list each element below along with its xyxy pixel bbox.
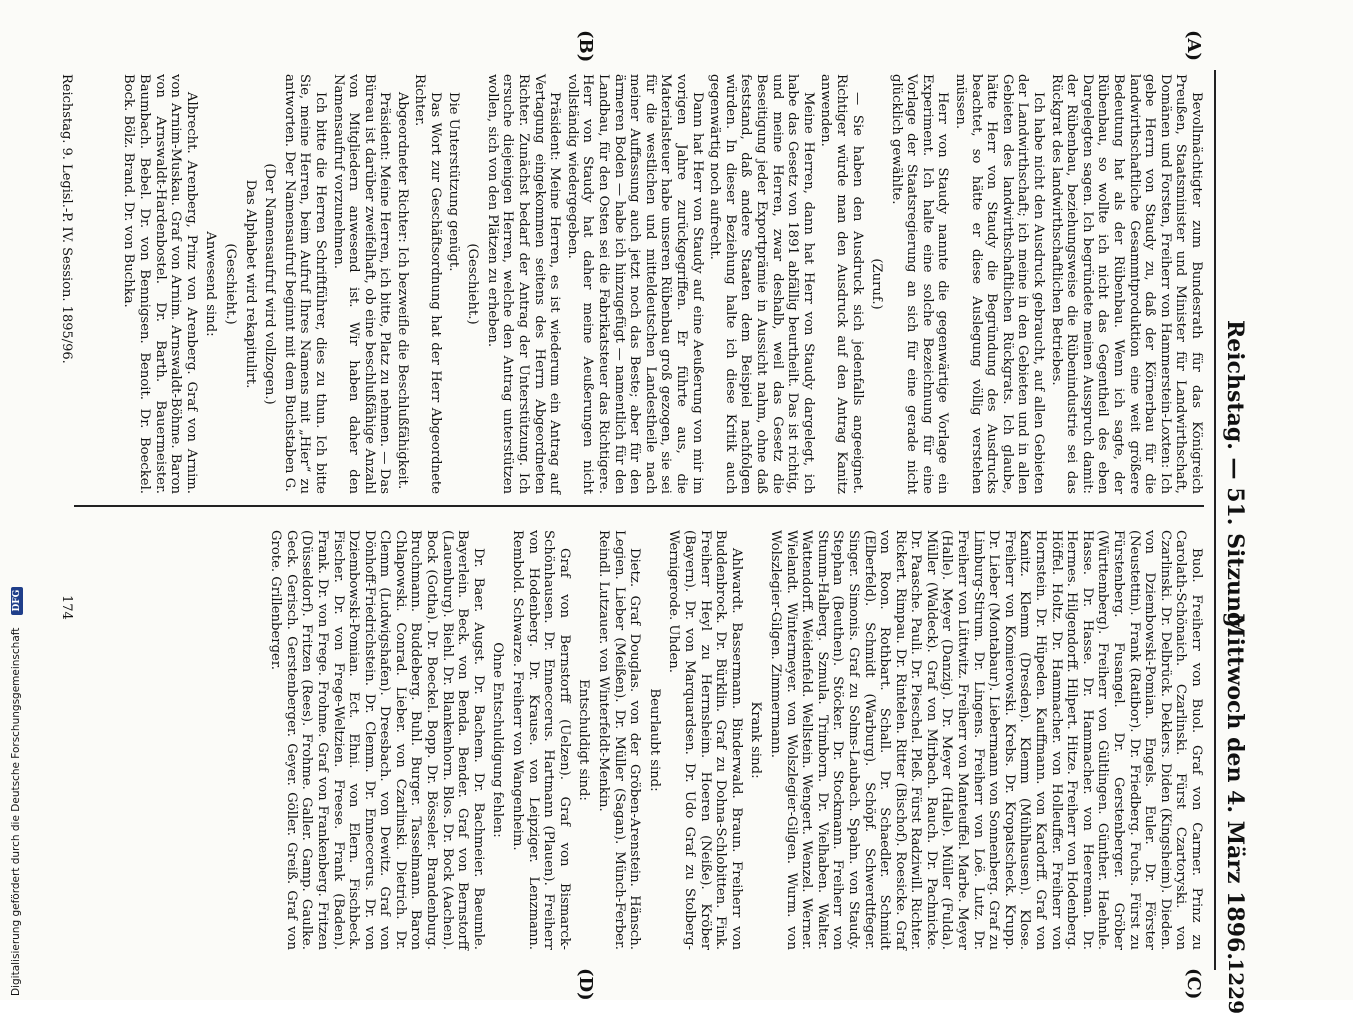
paragraph-interjection: (Zuruf.) [869,258,885,310]
name-list: Buol. Freiherr von Buol. Graf von Carmer. Prinz zu Carolath-Schönaich. Czarlinski. Fürst Czartoryski. von Czarlinski. Dr. Delbrück. Deklers. Diden (Kingsheim). Dieden. von Dziembowski-Pomian. Engels. Euler. Dr. Förster (Neustettin). Frank (Ratibor). Dr. Friedberg. Fuchs. Fürst zu Fürstenberg. Fusangel. Dr. Gerstenberger. Gröber (Württemberg). Freiherr von Gültlingen. Günther. Haehnle. Hasse. Dr. Hasse. Dr. Hammacher. von Heereman. Dr. Hermes. Hilgendorff. Hilpert. Hitze. Freiherr von Hodenberg. Höffel. Holtz. Dr. Hammacher. von Holleuffer. Freiherr von Hornstein. Dr. Hüpeden. Kauffmann. von Kardorff. Graf von Kanitz. Klemm (Dresden). Klemm (Mühlhausen). Klose. Freiherr von Komierowski. Krebs. Dr. Kropatscheck. Krupp. Dr. Lieber (Montabaur). Liebermann von Sonnenberg. Graf zu Limburg-Stirum. Dr. Lingens. Freiherr von Loë. Lutz. Dr. Freiherr von Lüttwitz. Freiherr von Manteuffel. Marbe. Meyer (Halle). Meyer (Danzig). Dr. Meyer (Halle). Müller (Fulda). Müller (Waldeck). Graf von Mirbach. Rauch. Dr. Pachnicke. Dr. Paasche. Pauli. Dr. Pieschel. Pleß. Fürst Radziwill. Richter. Rickert. Rimpau. Dr. Rintelen. Ritter (Bischof). Roesicke. Graf von Roon. Rothbart. Schall. Dr. Schaedler. Schmidt (Elberfeld). Schmidt (Warburg). Schöpf. Schwerdtfeger. Singer. Simonis. Graf zu Solms-Laubach. Spahn. von Staudy. Stephan (Beuthen). Stöcker. Dr. Stockmann. Freiherr von Stumm-Halberg. Szmula. Trimborn. Dr. Vielhaben. Walter. Wattendorff. Weidenfeld. Wellstein. Wengert. Wenzel. Werner. Wielandt. Wintermeyer. von Wolszlegier-Gilgen. Wurm. von Wolszlegier-Gilgen. Zimmermann. [767,530,1204,950]
name-list: Dr. Baer. Augst. Dr. Bachem. Dr. Bachmeier. Baeumle. Bayerlein. Beck. von Benda. Bender. Graf von Bernstorff (Lauenburg). Biehl. Dr. Blankenhorn. Blos. Dr. Bock (Aachen). Bock (Gotha). Dr. Boeckel. Bopp. Dr. Bösseler. Brandenburg. Bruchmann. Buddeberg. Buhl. Burger. Tasselmann. Baron Chlapowski. Conrad. Lieber. von Czarlinski. Dietrich. Dr. Clemm (Ludwigshafen). Dreesbach. von Dewitz. Graf von Dönhoff-Friedrichstein. Dr. Clemm. Dr. Enneccerus. Dr. von Dziembowski-Pomian. Ect. Ehni. von Elern. Fischbeck. Fischer. Dr. von Frege-Weltzien. Freese. Frank (Baden). Frank. Dr. von Frege. Frohme. Graf von Frankenberg. Fritzen (Düsseldorf). Fritzen (Rees). Frohme. Galler. Gamp. Gaulke. Geck. Gerisch. Gerstenberger. Geyer. Göller. Greiß. Graf von Grote. Grillenberger. [268,530,486,950]
paragraph: Dann hat Herr von Staudy auf eine Aeußerung von mir im vorigen Jahre zurückgegriffen. Er führte aus, die Materialsteuer habe unseren Rübenbau groß gezogen, sie sei für die westlichen und mitteldeutschen Landestheile nach meiner Auffassung auch jetzt noch das Beste; aber für den ärmeren Boden — habe ich hinzugefügt — namentlich für den Landbau, für den Osten sei die Fabrikatsteuer das Richtigere. Herr von Staudy hat daher meine Aeußerungen nicht vollständig wiedergegeben. [564,74,705,494]
credit-text: Digitalisierung gefördert durch die Deutsche Forschungsgemeinschaft [10,627,22,996]
margin-letter-b: (B) [575,30,596,63]
header-page-number: 1229 [1224,958,1248,1014]
paragraph: Das Wort zur Geschäftsordnung hat der Herr Abgeordnete Richter. [412,74,444,494]
paragraph: Die Unterstützung genügt. [445,92,461,272]
paragraph: Ich habe nicht den Ausdruck gebraucht, auf allen Gebieten der Landwirthschaft; ich meine in den Gebieten und in allen Gebieten des landwirthschaftlichen Rückgrats. Ich glaube, hätte Herr von Staudy die Begründung des Ausdrucks beachtet, so hätte er diese Auslegung völlig verstehen müssen. [953,74,1047,494]
margin-letter-a: (A) [1183,30,1204,61]
rotated-sheet [16,0,1296,1014]
left-column [119,74,1204,494]
dfg-logo-icon: DFG [11,587,23,615]
footer-page-number: 174 [59,595,74,620]
header-left: Reichstag. — 51. Sitzung. [1222,320,1248,636]
paragraph-heading: Das Alphabet wird rekapitulirt. [242,179,258,389]
paragraph-interjection: (Der Namensaufruf wird vollzogen.) [262,163,278,405]
section-heading: Beurlaubt sind: [646,688,662,792]
paragraph-interjection: (Geschieht.) [465,243,481,325]
paragraph: — Sie haben den Ausdruck sich jedenfalls angeeignet. Richtiger würde man den Ausdruck auf den Antrag Kanitz anwenden. [818,74,865,494]
footer-left: Reichstag. 9. Legisl.-P. IV. Session. 1895/96. [59,74,74,364]
section-heading: Anwesend sind: [203,231,219,337]
paragraph-interjection: (Geschieht.) [222,243,238,325]
column-divider [74,505,1204,507]
paragraph: Bevollmächtigter zum Bundesrath für das Königreich Preußen, Staatsminister und Minister für Landwirthschaft, Domänen und Forsten, Freiherr von Hammerstein-Loxten: Ich gebe Herrn von Staudy zu, daß der Körnerbau für die landwirthschaftliche Gesammtproduktion eine weit größere Bedeutung hat als der Rübenbau. Wenn ich sagte, der Rübenbau, so wollte ich nicht das Gegentheil des eben Dargelegten sagen. Ich begründete meinen Ausspruch damit: der Rübenbau, beziehungsweise die Rübenindustrie sei das Rückgrat des landwirthschaftlichen Betriebes. [1048,74,1204,494]
paragraph: Ich bitte die Herren Schriftführer, dies zu thun. Ich bitte Sie, meine Herren, beim Aufruf Ihres Namens mit „Hier“ zu antworten. Der Namensaufruf beginnt mit dem Buchstaben G. [281,74,328,494]
paragraph: Abgeordneter Richter: Ich bezweifle die Beschlußfähigkeit. [394,92,410,490]
paragraph: Meine Herren, dann hat Herr von Staudy dargelegt, ich habe das Gesetz von 1891 abfällig beurtheilt. Das ist richtig, und meine Herren, zwar deshalb, weil das Gesetz die Beseitigung jeder Exportprämie in Aussicht nahm, ohne daß feststand, daß andere Staaten dem Beispiel nachfolgen würden. In dieser Beziehung halte ich diese Kritik auch gegenwärtig noch aufrecht. [707,74,816,494]
margin-letter-c: (C) [1183,968,1204,1000]
section-heading: Ohne Entschuldigung fehlen: [490,642,506,838]
name-list: Ahlwardt. Bassermann. Binderwald. Braun. Freiherr von Buddenbrock. Dr. Bürklin. Graf zu Dohna-Schlobitten. Fink. Freiherr Heyl zu Herrnsheim. Hoeren (Neiße). Kröber (Bayern). Dr. von Marquardsen. Dr. Udo Graf zu Stolberg-Wernigerode. Uhden. [666,530,744,950]
margin-letter-d: (D) [575,968,596,1001]
name-list: Dietz. Graf Douglas. von der Gröben-Arenstein. Hänsch. Legien. Lieber (Meißen). Dr. Müller (Sagan). Münch-Ferber. Reindl. Lutzauer. von Winterfeldt-Menkin. [596,530,643,950]
digitization-credit [4,587,23,996]
page-header [1214,70,1252,1014]
section-heading: Entschuldigt sind: [576,679,592,801]
paragraph: Präsident: Meine Herren, es ist wiederum ein Antrag auf Vertagung eingekommen seitens des Herrn Abgeordneten Richter. Zunächst bedarf der Antrag der Unterstützung. Ich ersuche diejenigen Herren, welche den Antrag unterstützen wollen, sich von den Plätzen zu erheben. [484,74,563,494]
paragraph: Präsident: Meine Herren, ich bitte, Platz zu nehmen. — Das Büreau ist darüber zweifelhaft, ob eine beschlußfähige Anzahl von Mitgliedern anwesend ist. Wir haben daher den Namensaufruf vorzunehmen. [330,74,393,494]
name-list: Graf von Bernstorff (Uelzen). Graf von Bismarck-Schönhausen. Dr. Enneccerus. Hartmann (Plauen). Freiherr von Hodenberg. Dr. Krause. von Leipziger. Lenzmann. Rembold. Schwarze. Freiherr von Wangenheim. [510,530,572,950]
header-right: Mittwoch den 4. März 1896. [1222,613,1248,960]
name-list: Albrecht. Arenberg, Prinz von Arenberg. Graf von Arnim. von Arnim-Muskau. Graf von Arnim. Arnswaldt-Böhme. Baron von Arnswaldt-Hardenbostel. Dr. Barth. Bauermeister. Baumbach. Bebel. Dr. von Bennigsen. Benoit. Dr. Boeckel. Bock. Bölz. Brand. Dr. von Buchka. [121,74,199,494]
section-heading: Krank sind: [748,701,764,779]
paragraph: Herr von Staudy nannte die gegenwärtige Vorlage ein Experiment. Ich halte eine solche Bezeichnung für eine Vorlage der Staatsregierung an sich für eine gerade nicht glücklich gewählte. [888,74,951,494]
right-column [266,530,1204,950]
